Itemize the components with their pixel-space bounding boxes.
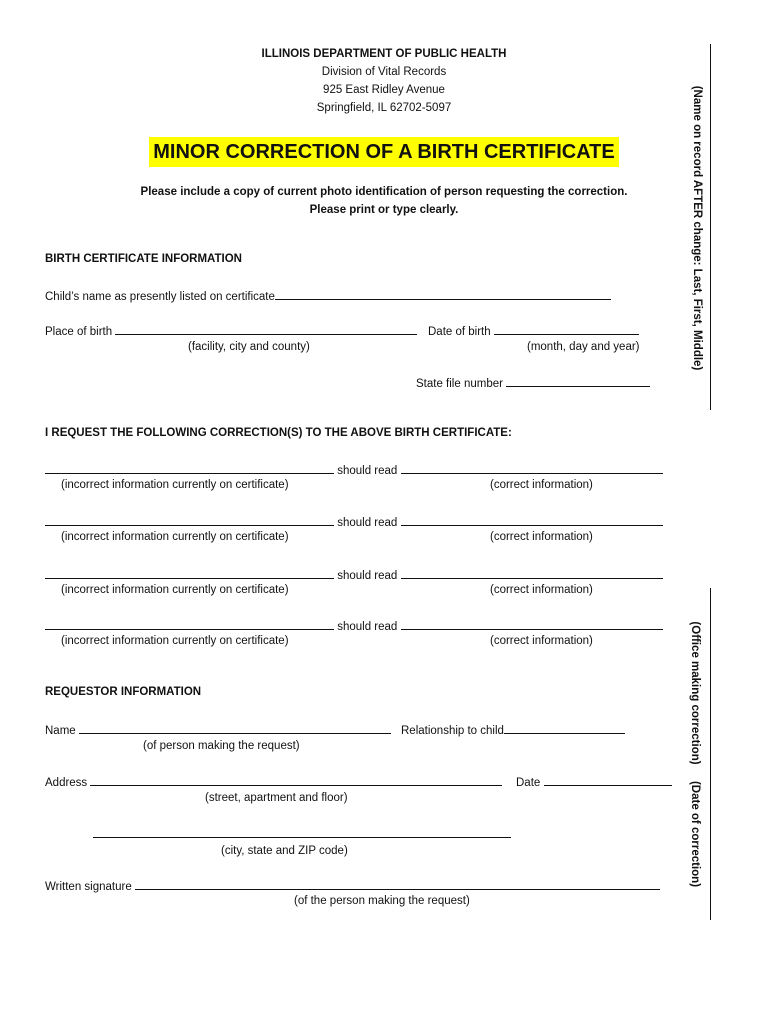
name-after-change-line (710, 44, 711, 410)
request-date-label: Date (516, 777, 541, 789)
should-read-label: should read (337, 517, 398, 529)
instruction-line-2: Please print or type clearly. (309, 204, 459, 216)
incorrect-info-field[interactable] (45, 461, 334, 474)
agency-name: ILLINOIS DEPARTMENT OF PUBLIC HEALTH (261, 48, 507, 60)
should-read-label: should read (337, 465, 398, 477)
correct-info-field[interactable] (401, 617, 663, 630)
incorrect-info-caption: (incorrect information currently on certificate) (61, 584, 289, 596)
street-address: 925 East Ridley Avenue (323, 84, 445, 96)
state-file-field[interactable] (506, 374, 650, 387)
requestor-name-caption: (of person making the request) (143, 740, 300, 752)
birth-info-heading: BIRTH CERTIFICATE INFORMATION (45, 253, 242, 265)
place-of-birth-field[interactable] (115, 322, 417, 335)
correction-row (45, 461, 663, 477)
incorrect-info-field[interactable] (45, 513, 334, 526)
date-of-birth-label: Date of birth (428, 326, 491, 338)
relationship-field[interactable] (504, 721, 625, 734)
correct-info-caption: (correct information) (490, 584, 593, 596)
state-file-row (416, 374, 650, 390)
instruction-line-1: Please include a copy of current photo identification of person requesting the correction. (140, 186, 628, 198)
requestor-name-field[interactable] (79, 721, 391, 734)
city-address: Springfield, IL 62702-5097 (316, 102, 452, 114)
place-of-birth-row (45, 322, 417, 338)
relationship-row (401, 721, 625, 737)
date-of-birth-caption: (month, day and year) (527, 341, 640, 353)
should-read-label: should read (337, 570, 398, 582)
corrections-heading: I REQUEST THE FOLLOWING CORRECTION(S) TO THE ABOVE BIRTH CERTIFICATE: (45, 427, 512, 439)
state-file-label: State file number (416, 378, 503, 390)
date-of-correction-label: (Date of correction) (689, 780, 701, 888)
signature-label: Written signature (45, 881, 132, 893)
request-date-field[interactable] (544, 773, 672, 786)
incorrect-info-field[interactable] (45, 566, 334, 579)
correct-info-field[interactable] (401, 461, 663, 474)
should-read-label: should read (337, 621, 398, 633)
division-name: Division of Vital Records (321, 66, 447, 78)
requestor-name-label: Name (45, 725, 76, 737)
signature-row (45, 877, 660, 893)
agency-header (0, 45, 768, 117)
correction-row (45, 566, 663, 582)
requestor-heading: REQUESTOR INFORMATION (45, 686, 202, 698)
child-name-field[interactable] (275, 287, 611, 300)
office-making-correction-label: (Office making correction) (689, 621, 701, 765)
place-of-birth-label: Place of birth (45, 326, 113, 338)
signature-field[interactable] (135, 877, 660, 890)
correct-info-caption: (correct information) (490, 479, 593, 491)
address-row (45, 773, 502, 789)
signature-caption: (of the person making the request) (294, 895, 470, 907)
office-date-line (710, 588, 711, 920)
address-caption: (street, apartment and floor) (205, 792, 348, 804)
request-date-row (516, 773, 672, 789)
place-of-birth-caption: (facility, city and county) (188, 341, 310, 353)
form-title: MINOR CORRECTION OF A BIRTH CERTIFICATE (149, 137, 618, 167)
correct-info-field[interactable] (401, 566, 663, 579)
date-of-birth-field[interactable] (494, 322, 639, 335)
correct-info-caption: (correct information) (490, 635, 593, 647)
incorrect-info-caption: (incorrect information currently on certificate) (61, 635, 289, 647)
relationship-label: Relationship to child (401, 725, 504, 737)
correct-info-field[interactable] (401, 513, 663, 526)
incorrect-info-caption: (incorrect information currently on certificate) (61, 531, 289, 543)
incorrect-info-caption: (incorrect information currently on certificate) (61, 479, 289, 491)
date-of-birth-row (428, 322, 639, 338)
child-name-label: Child’s name as presently listed on certificate (45, 291, 275, 303)
city-caption: (city, state and ZIP code) (221, 845, 348, 857)
address-field[interactable] (90, 773, 502, 786)
name-after-change-label: (Name on record AFTER change: Last, First, Middle) (691, 85, 703, 371)
requestor-name-row (45, 721, 391, 737)
city-row (93, 825, 511, 841)
city-state-zip-field[interactable] (93, 825, 511, 838)
correction-row (45, 513, 663, 529)
address-label: Address (45, 777, 88, 789)
incorrect-info-field[interactable] (45, 617, 334, 630)
child-name-row (45, 287, 611, 303)
title-wrap (0, 137, 768, 167)
instructions (0, 183, 768, 219)
correction-row (45, 617, 663, 633)
correct-info-caption: (correct information) (490, 531, 593, 543)
